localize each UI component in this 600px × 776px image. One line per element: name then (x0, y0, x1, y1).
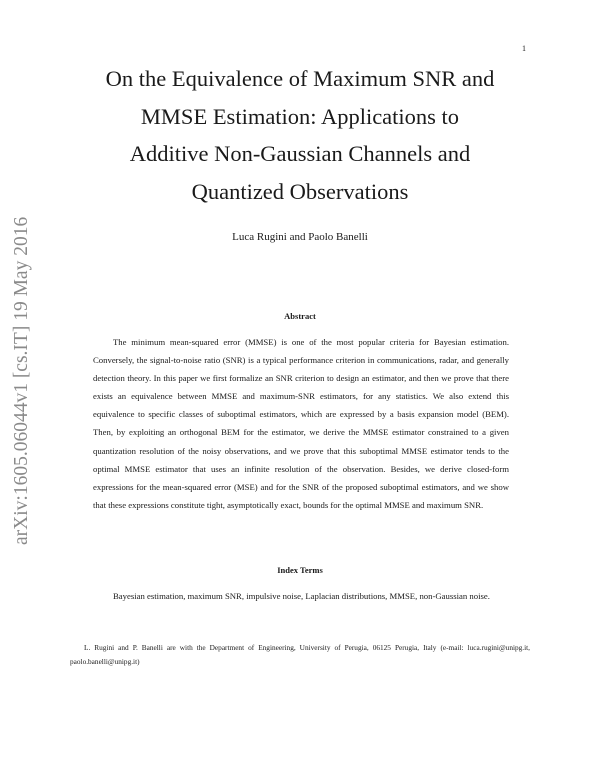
index-terms-text: Bayesian estimation, maximum SNR, impulsive noise, Laplacian distributions, MMSE, non-Gaussian noise. (113, 591, 490, 601)
abstract-heading: Abstract (284, 311, 316, 321)
author-affiliation-footnote: L. Rugini and P. Banelli are with the Department of Engineering, University of Perugia, 06125 Perugia, Italy (e-mail: luca.rugini@unipg.it, paolo.banelli@unipg.it) (70, 643, 530, 666)
index-terms-heading: Index Terms (277, 565, 323, 575)
title-line: Quantized Observations (191, 178, 409, 204)
arxiv-identifier-stamp: arXiv:1605.06044v1 [cs.IT] 19 May 2016 (11, 216, 32, 545)
title-line: Additive Non-Gaussian Channels and (129, 141, 471, 166)
author-list: Luca Rugini and Paolo Banelli (232, 231, 368, 243)
page-number: 1 (522, 44, 526, 53)
title-line: MMSE Estimation: Applications to (140, 103, 460, 129)
abstract-text: The minimum mean-squared error (MMSE) is one of the most popular criteria for Bayesian estimation. Conversely, the signal-to-noise ratio (SNR) is a typical performance criterion in communications, radar, and generally detection theory. In this paper we first formalize an SNR criterion to design an estimator, and then we prove that there exists an equivalence between MMSE and maximum-SNR estimators, for any statistics. We also extend this equivalence to specific classes of suboptimal estimators, which are expressed by a basis expansion model (BEM). Then, by exploiting an orthogonal BEM for the estimator, we derive the MMSE estimator constrained to a given quantization resolution of the noisy observations, and we prove that this suboptimal MMSE estimator tends to the optimal MMSE estimator that uses an infinite resolution of the observation. Besides, we derive closed-form expressions for the mean-squared error (MSE) and for the SNR of the proposed suboptimal estimators, and we show that these expressions constitute tight, asymptotically exact, bounds for the optimal MMSE and maximum SNR. (93, 337, 509, 510)
title-line: On the Equivalence of Maximum SNR and (105, 66, 495, 91)
paper-title (60, 60, 540, 210)
